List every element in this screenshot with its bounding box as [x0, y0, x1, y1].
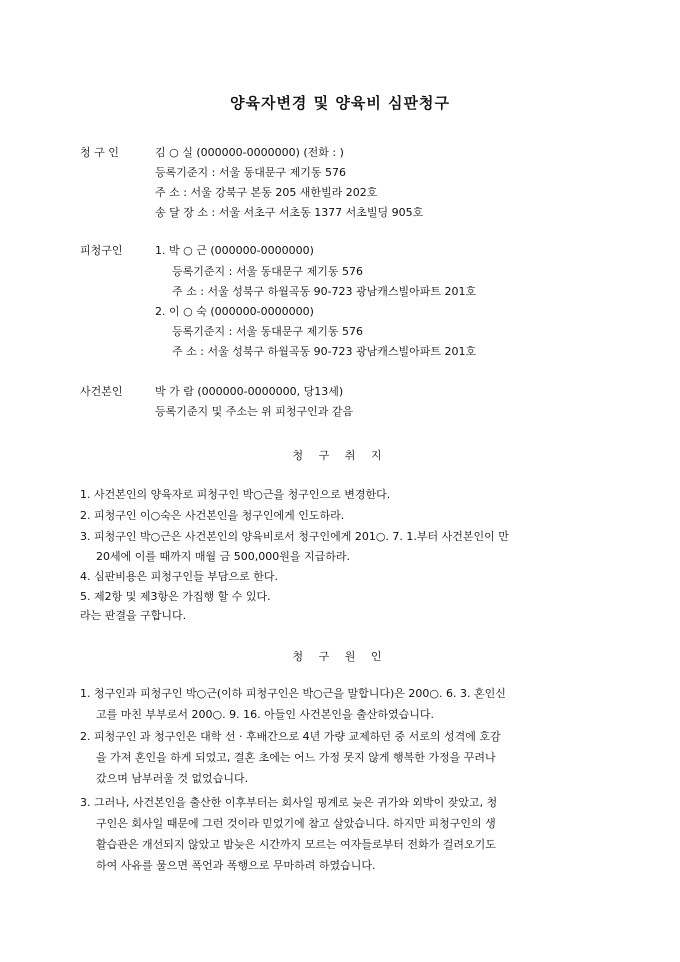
purpose-item-1: 1. 사건본인의 양육자로 피청구인 박○근을 청구인으로 변경한다. — [80, 488, 391, 501]
purpose-heading: 청 구 취 지 — [292, 449, 388, 462]
subject-address-line: 등록기준지 및 주소는 위 피청구인과 같음 — [155, 405, 354, 418]
claimant-name-line: 김 ○ 실 (000000-0000000) (전화 : ) — [155, 146, 344, 159]
cause-line-8: 활습관은 개선되지 않았고 밤늦은 시간까지 모르는 여자들로부터 전화가 걸려오기도 — [96, 838, 496, 851]
respondent1-name-line: 1. 박 ○ 근 (000000-0000000) — [155, 244, 314, 257]
cause-line-6: 3. 그러나, 사건본인을 출산한 이후부터는 회사일 핑계로 늦은 귀가와 외박이 잦았고, 청 — [80, 796, 498, 809]
respondent2-name-line: 2. 이 ○ 숙 (000000-0000000) — [155, 305, 314, 318]
claimant-label: 청 구 인 — [80, 146, 119, 159]
purpose-item-2: 2. 피청구인 이○숙은 사건본인을 청구인에게 인도하라. — [80, 509, 345, 522]
cause-line-1: 1. 청구인과 피청구인 박○근(이하 피청구인은 박○근을 말합니다)은 200○. 6. 3. 혼인신 — [80, 687, 506, 700]
respondent2-address-line: 주 소 : 서울 성북구 하월곡동 90-723 광남캐스빌아파트 201호 — [172, 345, 477, 358]
purpose-item-5: 5. 제2항 및 제3항은 가집행 할 수 있다. — [80, 590, 271, 603]
subject-name-line: 박 가 람 (000000-0000000, 당13세) — [155, 385, 344, 398]
cause-line-4: 을 가져 혼인을 하게 되었고, 결혼 초에는 어느 가정 못지 않게 행복한 가정을 꾸려나 — [96, 751, 496, 764]
cause-line-2: 고를 마친 부부로서 200○. 9. 16. 아들인 사건본인을 출산하였습니다. — [96, 708, 434, 721]
respondent1-domicile-line: 등록기준지 : 서울 동대문구 제기동 576 — [172, 265, 363, 278]
claimant-address-line: 주 소 : 서울 강북구 본동 205 새한빌라 202호 — [155, 186, 378, 199]
respondent-label: 피청구인 — [80, 244, 123, 257]
purpose-closing: 라는 판결을 구합니다. — [80, 609, 187, 622]
cause-line-3: 2. 피청구인 과 청구인은 대학 선 · 후배간으로 4년 가량 교제하던 중 서로의 성격에 호감 — [80, 730, 501, 743]
document-title: 양육자변경 및 양육비 심판청구 — [229, 94, 451, 112]
purpose-item-3: 3. 피청구인 박○근은 사건본인의 양육비로서 청구인에게 201○. 7. 1.부터 사건본인이 만 — [80, 530, 509, 543]
respondent2-domicile-line: 등록기준지 : 서울 동대문구 제기동 576 — [172, 325, 363, 338]
purpose-item-4: 4. 심판비용은 피청구인들 부담으로 한다. — [80, 570, 278, 583]
subject-label: 사건본인 — [80, 385, 123, 398]
cause-line-5: 갔으며 남부러울 것 없었습니다. — [96, 772, 249, 785]
cause-heading: 청 구 원 인 — [292, 650, 388, 663]
claimant-service-address-line: 송 달 장 소 : 서울 서초구 서초동 1377 서초빌딩 905호 — [155, 206, 424, 219]
purpose-item-3-cont: 20세에 이를 때까지 매월 금 500,000원을 지급하라. — [96, 550, 350, 563]
respondent1-address-line: 주 소 : 서울 성북구 하월곡동 90-723 광남캐스빌아파트 201호 — [172, 285, 477, 298]
cause-line-9: 하여 사유를 물으면 폭언과 폭행으로 무마하려 하였습니다. — [96, 859, 376, 872]
claimant-domicile-line: 등록기준지 : 서울 동대문구 제기동 576 — [155, 166, 346, 179]
cause-line-7: 구인은 회사일 때문에 그런 것이라 믿었기에 참고 살았습니다. 하지만 피청구인의 생 — [96, 817, 496, 830]
